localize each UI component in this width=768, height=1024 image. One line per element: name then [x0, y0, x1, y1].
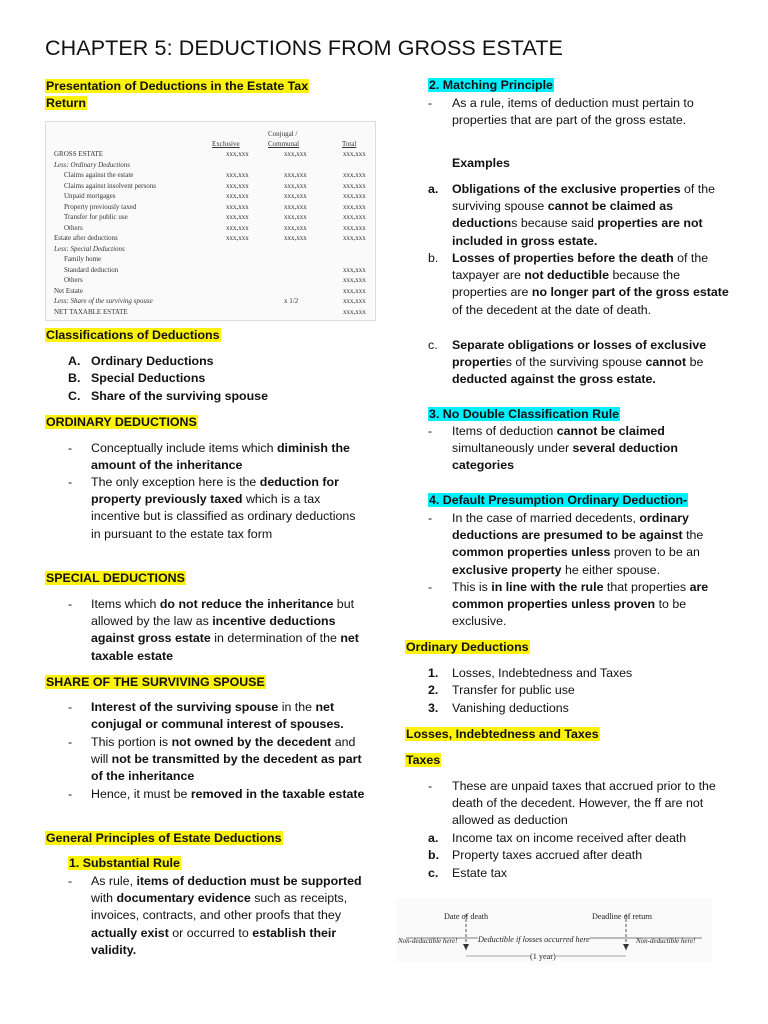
table-cell: xxx,xxx [226, 213, 249, 221]
example-a: Obligations of the exclusive properties of the surviving spouse cannot be claimed as deductions because said properties are not included in gross estate. [452, 182, 716, 248]
bullet-dash: - [68, 441, 73, 455]
table-cell: xxx,xxx [226, 234, 249, 242]
table-cell: xxx,xxx [226, 202, 249, 211]
deductions-table-image: Conjugal / Exclusive Communal Total GROSS ESTATE xxx,xxx xxx,xxx xxx,xxx Less: Ordinary Deductions Claims against the estate xxx,xxx xxx,xxx xxx,xxx Claims against insolvent persons xxx,xxx xxx,xxx xxx,xxx Unpaid mortgages xxx,xxx xxx,xxx xxx,xxx Property previously taxed xxx,xxx xxx,xxx xxx,xxx Transfer for public use xxx,xxx xxx,xxx xxx,xxx Others xxx,xxx xxx,xxx xxx,xxx Estate after deductions xxx,xxx xxx,xxx xxx,xxx Less: Special Deductions Family home Standard deduction xxx,xxx Others xxx,xxx Net Estate xxx,xxx Less: Share of the surviving spouse x 1/2 xxx,xxx NET TAXABLE ESTATE xxx,xxx [45, 121, 376, 321]
table-cell: xxx,xxx [226, 181, 249, 190]
share-item-1: Interest of the surviving spouse in the net conjugal or communal interest of spouses. [91, 700, 344, 732]
list-marker: c. [428, 865, 439, 880]
bullet-dash: - [68, 787, 73, 801]
table-cell: xxx,xxx [343, 297, 366, 305]
non-deductible-left-label: Non-deductible here! [398, 937, 458, 945]
special-deductions-heading: SPECIAL DEDUCTIONS [46, 571, 185, 585]
ordinary-deductions-subheading: Ordinary Deductions [406, 640, 529, 654]
table-cell: xxx,xxx [284, 171, 307, 179]
table-row-label: Less: Share of the surviving spouse [54, 297, 153, 305]
table-row-label: Others [64, 223, 83, 232]
date-of-death-label: Date of death [444, 912, 489, 921]
list-marker: 2. [428, 683, 439, 698]
ordinary-deduction-item: Losses, Indebtedness and Taxes [452, 666, 633, 680]
table-cell: xxx,xxx [343, 234, 366, 242]
bullet-dash: - [68, 700, 73, 714]
special-item-1: Items which do not reduce the inheritance but allowed by the law as incentive deductions against gross estate in determination of the net taxable estate [91, 597, 359, 663]
table-cell: xxx,xxx [284, 150, 307, 158]
classification-item: Ordinary Deductions [91, 354, 214, 368]
table-cell: xxx,xxx [343, 202, 366, 211]
classifications-heading: Classifications of Deductions [46, 328, 220, 342]
bullet-dash: - [428, 96, 433, 110]
bullet-dash: - [68, 597, 73, 611]
table-cell: xxx,xxx [284, 202, 307, 211]
list-marker: a. [428, 831, 439, 845]
ordinary-deductions-heading: ORDINARY DEDUCTIONS [46, 415, 197, 429]
list-marker: c. [428, 338, 438, 352]
table-row-label: Net Estate [54, 286, 83, 295]
bullet-dash: - [68, 874, 73, 888]
classification-item: Share of the surviving spouse [91, 388, 268, 403]
list-marker: B. [68, 371, 81, 386]
table-cell: xxx,xxx [226, 223, 249, 232]
tax-exclusion-item: Estate tax [452, 865, 508, 880]
table-cell: xxx,xxx [343, 307, 366, 316]
losses-heading: Losses, Indebtedness and Taxes [406, 727, 599, 741]
page-title: CHAPTER 5: DEDUCTIONS FROM GROSS ESTATE [45, 36, 563, 60]
no-double-classification-heading: 3. No Double Classification Rule [429, 407, 620, 421]
list-marker: 3. [428, 700, 439, 715]
table-cell: xxx,xxx [343, 150, 366, 158]
list-marker: b. [428, 848, 440, 863]
bullet-dash: - [428, 511, 433, 525]
table-cell: xxx,xxx [343, 192, 366, 200]
bullet-dash: - [428, 424, 433, 438]
table-cell: xxx,xxx [343, 286, 366, 295]
table-cell: xxx,xxx [284, 223, 307, 232]
deadline-label: Deadline of return [592, 912, 653, 921]
table-row-label: Unpaid mortgages [64, 192, 116, 200]
table-row-label: Less: Special Deductions [54, 244, 125, 253]
bullet-dash: - [428, 580, 433, 594]
share-heading: SHARE OF THE SURVIVING SPOUSE [46, 675, 265, 689]
default-item-2: This is in line with the rule that properties are common properties unless proven to be exclusive. [452, 580, 709, 629]
examples-label: Examples [452, 156, 510, 170]
table-row-label: Claims against the estate [64, 171, 134, 179]
table-cell: xxx,xxx [343, 265, 366, 274]
default-item-1: In the case of married decedents, ordinary deductions are presumed to be against the common properties unless proven to be an exclusive property he either spouse. [452, 511, 704, 577]
ordinary-deduction-item: Transfer for public use [452, 683, 575, 698]
list-marker: A. [68, 354, 81, 368]
ordinary-item-1: Conceptually include items which diminish the amount of the inheritance [91, 441, 350, 473]
matching-item-1: As a rule, items of deduction must pertain to properties that are part of the gross estate. [452, 96, 694, 128]
example-c: Separate obligations or losses of exclusive properties of the surviving spouse cannot be deducted against the gross estate. [452, 338, 707, 387]
tax-exclusion-item: Property taxes accrued after death [452, 848, 643, 863]
table-row-label: Estate after deductions [54, 234, 118, 242]
table-cell: xxx,xxx [343, 213, 366, 221]
general-principles-heading: General Principles of Estate Deductions [46, 831, 282, 845]
tax-exclusion-item: Income tax on income received after death [452, 831, 687, 845]
ordinary-item-2: The only exception here is the deduction for property previously taxed which is a tax incentive but is classified as ordinary deductions in pursuant to the estate tax form [91, 475, 356, 541]
list-marker: 1. [428, 666, 439, 680]
list-marker: b. [428, 251, 439, 265]
share-item-3: Hence, it must be removed in the taxable estate [91, 787, 365, 801]
list-marker: a. [428, 182, 439, 196]
table-cell: xxx,xxx [343, 181, 366, 190]
table-cell: xxx,xxx [343, 171, 366, 179]
table-row-label: Property previously taxed [64, 202, 137, 211]
table-row-label: Transfer for public use [64, 213, 128, 221]
matching-principle-heading: 2. Matching Principle [429, 78, 553, 92]
substantial-item-1: As rule, items of deduction must be supported with documentary evidence such as receipts, invoices, contracts, and other proofs that they actually exist or occurred to establish their validity. [91, 874, 362, 957]
timeline-diagram [396, 898, 712, 962]
table-cell: xxx,xxx [284, 213, 307, 221]
table-cell: xxx,xxx [226, 171, 249, 179]
taxes-item-1: These are unpaid taxes that accrued prior to the death of the decedent. However, the ff are not allowed as deduction [452, 779, 716, 828]
table-row-label: Family home [64, 255, 102, 263]
example-b: Losses of properties before the death of the taxpayer are not deductible because the properties are no longer part of the gross estate of the decedent at the date of death. [452, 251, 729, 317]
table-row-label: Less: Ordinary Deductions [54, 160, 130, 169]
default-presumption-heading: 4. Default Presumption Ordinary Deduction- [429, 493, 688, 507]
bullet-dash: - [428, 779, 433, 793]
classification-item: Special Deductions [91, 371, 206, 386]
table-row-label: Standard deduction [64, 265, 119, 274]
table-cell: xxx,xxx [284, 181, 307, 190]
table-cell: xxx,xxx [343, 223, 366, 232]
table-cell: xxx,xxx [284, 192, 307, 200]
table-cell: xxx,xxx [343, 276, 366, 284]
bullet-dash: - [68, 475, 73, 489]
table-row-label: GROSS ESTATE [54, 150, 104, 158]
table-cell: x 1/2 [284, 297, 299, 305]
bullet-dash: - [68, 735, 73, 749]
presentation-heading: Presentation of Deductions in the Estate Tax Return [46, 79, 309, 111]
share-item-2: This portion is not owned by the decedent and will not be transmitted by the decedent as part of the inheritance [91, 735, 362, 784]
table-cell: xxx,xxx [226, 150, 249, 158]
one-year-label: (1 year) [530, 948, 556, 965]
table-row-label: Claims against insolvent persons [64, 181, 156, 190]
table-row-label: NET TAXABLE ESTATE [54, 307, 128, 316]
table-row-label: Others [64, 276, 83, 284]
ordinary-deduction-item: Vanishing deductions [452, 700, 569, 715]
substantial-rule-heading: 1. Substantial Rule [69, 856, 180, 870]
nodouble-item-1: Items of deduction cannot be claimed simultaneously under several deduction categories [452, 424, 678, 473]
table-cell: xxx,xxx [284, 234, 307, 242]
taxes-heading: Taxes [406, 753, 441, 767]
list-marker: C. [68, 388, 81, 403]
deductible-label: Deductible if losses occurred here [478, 931, 590, 948]
table-cell: xxx,xxx [226, 192, 249, 200]
non-deductible-right-label: Non-deductible here! [636, 937, 696, 945]
